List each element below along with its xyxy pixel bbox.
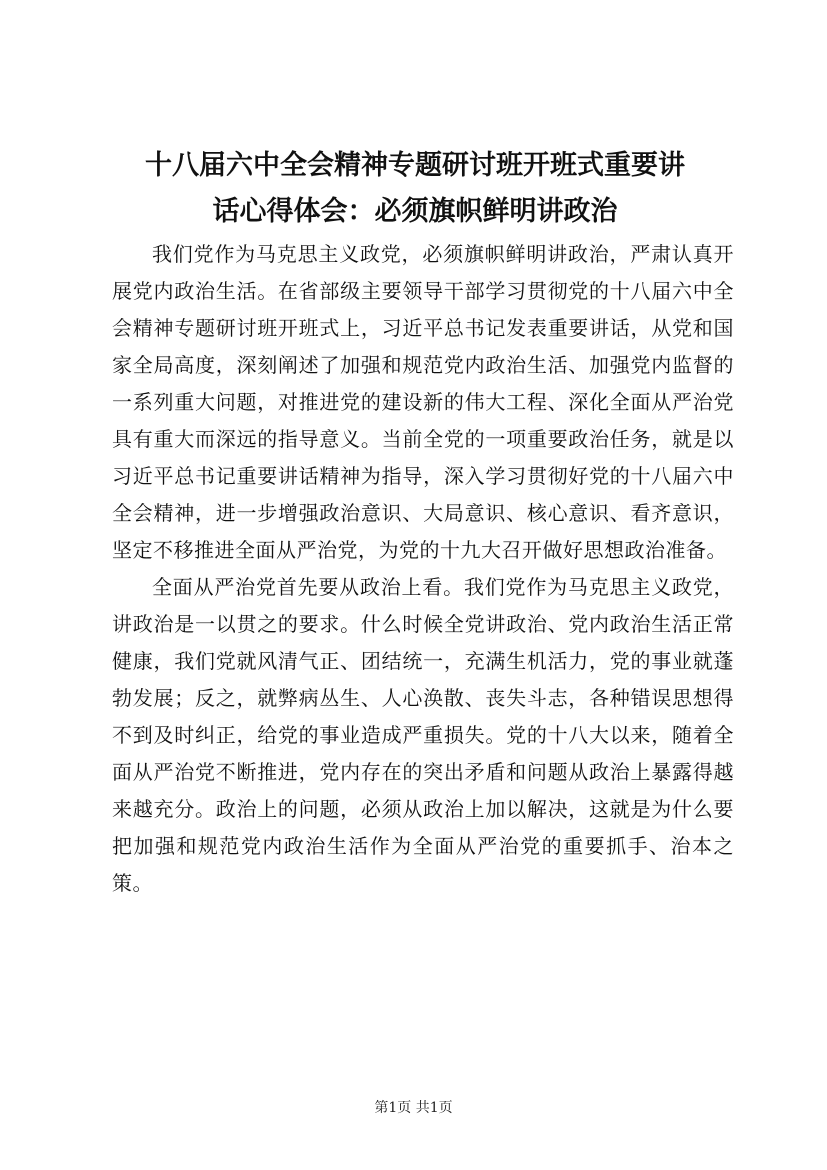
title-line-1: 十八届六中全会精神专题研讨班开班式重要讲 [145,150,685,181]
page-footer: 第1页 共1页 [374,1100,453,1116]
document-body [112,236,734,902]
title-line-2: 话心得体会：必须旗帜鲜明讲政治 [212,196,618,227]
paragraph-2: 全面从严治党首先要从政治上看。我们党作为马克思主义政党，讲政治是一以贯之的要求。什么时候全党讲政治、党内政治生活正常健康，我们党就风清气正、团结统一，充满生机活力，党的事业就蓬勃发展；反之，就弊病丛生、人心涣散、丧失斗志，各种错误思想得不到及时纠正，给党的事业造成严重损失。党的十八大以来，随着全面从严治党不断推进，党内存在的突出矛盾和问题从政治上暴露得越来越充分。政治上的问题，必须从政治上加以解决，这就是为什么要把加强和规范党内政治生活作为全面从严治党的重要抓手、治本之策。 [112,575,734,895]
paragraph-1: 我们党作为马克思主义政党，必须旗帜鲜明讲政治，严肃认真开展党内政治生活。在省部级主要领导干部学习贯彻党的十八届六中全会精神专题研讨班开班式上，习近平总书记发表重要讲话，从党和国家全局高度，深刻阐述了加强和规范党内政治生活、加强党内监督的一系列重大问题，对推进党的建设新的伟大工程、深化全面从严治党具有重大而深远的指导意义。当前全党的一项重要政治任务，就是以习近平总书记重要讲话精神为指导，深入学习贯彻好党的十八届六中全会精神，进一步增强政治意识、大局意识、核心意识、看齐意识，坚定不移推进全面从严治党，为党的十九大召开做好思想政治准备。 [112,242,734,562]
document-title [90,143,740,235]
